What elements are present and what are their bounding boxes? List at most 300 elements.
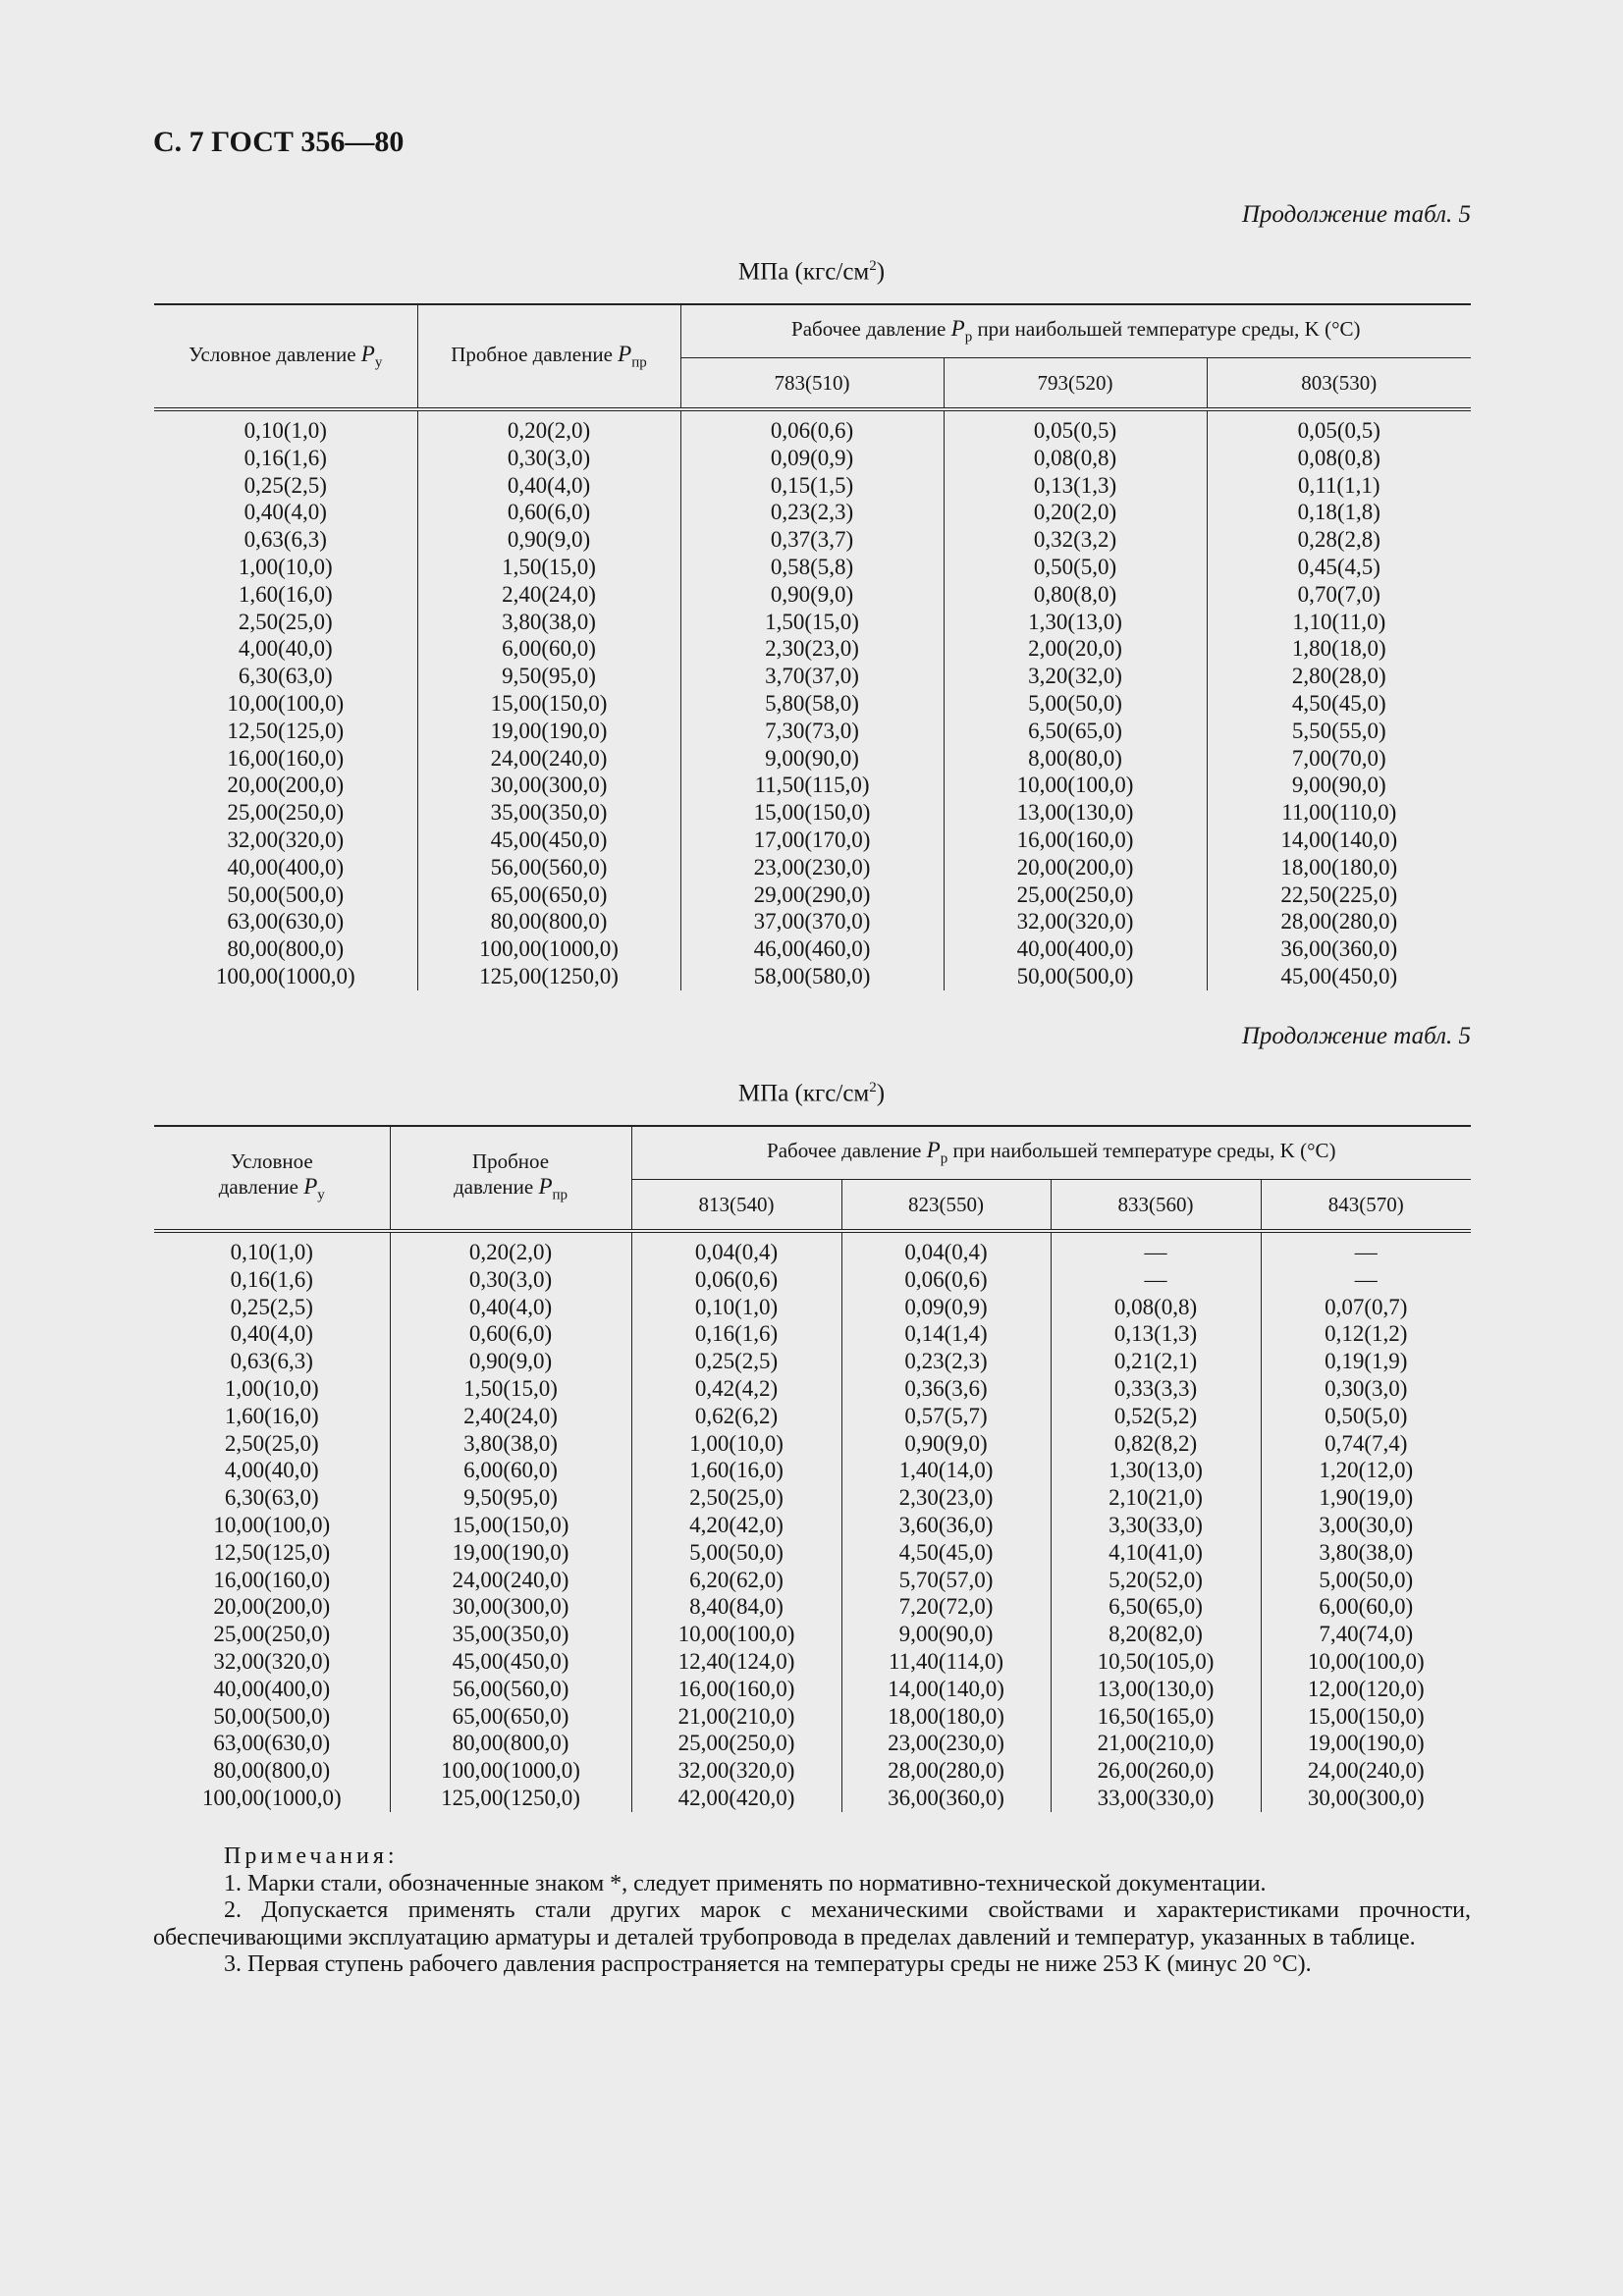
notes-title: Примечания:: [224, 1843, 399, 1869]
table-row: [154, 1621, 1471, 1648]
symbol-sub: у: [317, 1187, 325, 1203]
table-cell: 0,16(1,6): [243, 445, 327, 470]
table-cell: 17,00(170,0): [680, 827, 944, 854]
table-row: [154, 745, 1471, 773]
table-cell: 7,40(74,0): [1261, 1621, 1471, 1648]
table-cell: 0,11(1,1): [1207, 472, 1471, 500]
table-cell: 33,00(330,0): [1051, 1785, 1261, 1812]
table-cell: 6,00(60,0): [390, 1457, 631, 1484]
table-row: [154, 472, 1471, 500]
table-cell: 1,00(10,0): [631, 1430, 841, 1458]
header-working-pressure: [680, 304, 1471, 358]
table-cell: 25,00(250,0): [631, 1730, 841, 1757]
table-cell: 13,00(130,0): [944, 799, 1207, 827]
table-cell: 0,40(4,0): [230, 1321, 313, 1347]
header-working-pressure: [631, 1126, 1471, 1180]
table-cell: 0,74(7,4): [1261, 1430, 1471, 1458]
table-cell: 1,50(15,0): [390, 1375, 631, 1403]
table-row: [154, 1457, 1471, 1484]
table-cell: 100,00(1000,0): [215, 963, 355, 988]
header-label: Условное давление: [189, 342, 356, 366]
table-cell: 6,00(60,0): [1261, 1593, 1471, 1621]
table-cell: 125,00(1250,0): [417, 963, 680, 990]
table-row: [154, 1430, 1471, 1458]
table-cell: 0,21(2,1): [1051, 1348, 1261, 1375]
table-cell: 0,23(2,3): [680, 499, 944, 526]
table-cell: 45,00(450,0): [417, 827, 680, 854]
symbol-sub: р: [964, 329, 973, 346]
symbol-letter: P: [538, 1173, 553, 1199]
table-cell: 56,00(560,0): [390, 1676, 631, 1703]
table-cell: 3,00(30,0): [1261, 1512, 1471, 1539]
table-cell: 0,50(5,0): [944, 554, 1207, 581]
table-cell: 0,58(5,8): [680, 554, 944, 581]
table2-continuation: Продолжение табл. 5: [1241, 1023, 1471, 1049]
table-cell: 16,00(160,0): [944, 827, 1207, 854]
table-row: [154, 718, 1471, 745]
table-cell: 23,00(230,0): [680, 854, 944, 881]
table-cell: 63,00(630,0): [213, 1731, 331, 1756]
pressure-table-1: [154, 303, 1471, 990]
note-item: 3. Первая ступень рабочего давления распространяется на температуры среды не ниже 253 K (минус 20 °C).: [224, 1951, 1312, 1977]
table-cell: 12,40(124,0): [631, 1648, 841, 1676]
table1-units: [0, 258, 1623, 286]
table-row: [154, 935, 1471, 963]
table-cell: 23,00(230,0): [841, 1730, 1051, 1757]
table-cell: 0,25(2,5): [243, 472, 327, 498]
table-cell: 35,00(350,0): [390, 1621, 631, 1648]
table-cell: 10,50(105,0): [1051, 1648, 1261, 1676]
table-cell: —: [1051, 1266, 1261, 1294]
table-cell: 0,42(4,2): [631, 1375, 841, 1403]
table-cell: 18,00(180,0): [841, 1703, 1051, 1731]
table-cell: 2,50(25,0): [238, 609, 333, 634]
table-cell: 11,00(110,0): [1207, 799, 1471, 827]
table-cell: 0,63(6,3): [230, 1349, 313, 1374]
table-cell: 1,30(13,0): [944, 609, 1207, 636]
symbol-sub: пр: [631, 354, 647, 371]
table-cell: 0,20(2,0): [390, 1231, 631, 1266]
table-cell: 12,50(125,0): [213, 1539, 331, 1565]
table-row: [154, 1567, 1471, 1594]
table-cell: 80,00(800,0): [390, 1730, 631, 1757]
table-cell: 0,63(6,3): [243, 527, 327, 553]
table-cell: 2,30(23,0): [841, 1484, 1051, 1512]
header-label: Пробное давление: [451, 342, 613, 366]
table-cell: 80,00(800,0): [213, 1758, 331, 1784]
table-cell: 4,50(45,0): [1207, 690, 1471, 718]
table-cell: 6,30(63,0): [224, 1485, 319, 1511]
table-cell: 10,00(100,0): [213, 1512, 331, 1537]
header-label: Рабочее давление: [767, 1139, 922, 1163]
units-text: МПа (кгс/см: [737, 1080, 870, 1107]
header-temp: 833(560): [1051, 1180, 1261, 1232]
header-label-line2: давление: [218, 1174, 298, 1199]
note-item: 2. Допускается применять стали других марок с механическими свойствами и характеристиками прочности, обеспечивающими эксплуатацию арматуры и деталей трубопровода в пределах давлений и температур, указанных в таблице.: [153, 1897, 1471, 1950]
table-cell: 0,50(5,0): [1261, 1403, 1471, 1430]
table-cell: 0,08(0,8): [944, 445, 1207, 472]
table-cell: 50,00(500,0): [944, 963, 1207, 990]
header-temp: 803(530): [1207, 358, 1471, 410]
table-row: [154, 1539, 1471, 1567]
table-cell: 40,00(400,0): [227, 854, 345, 880]
table-cell: 45,00(450,0): [1207, 963, 1471, 990]
symbol-sub: у: [374, 354, 383, 371]
table-cell: 6,30(63,0): [238, 664, 333, 689]
table-cell: 10,00(100,0): [1261, 1648, 1471, 1676]
table-cell: 0,30(3,0): [1261, 1375, 1471, 1403]
table-cell: 50,00(500,0): [227, 881, 345, 907]
notes: [153, 1843, 1471, 1979]
table-cell: 8,00(80,0): [944, 745, 1207, 773]
table-cell: 6,50(65,0): [1051, 1593, 1261, 1621]
table-cell: 1,00(10,0): [238, 554, 333, 579]
table-cell: 0,10(1,0): [631, 1294, 841, 1321]
header-label-line2: давление: [453, 1174, 534, 1199]
table-cell: 0,04(0,4): [841, 1231, 1051, 1266]
table-row: [154, 690, 1471, 718]
table-cell: 100,00(1000,0): [417, 935, 680, 963]
table-cell: 2,30(23,0): [680, 635, 944, 663]
table-cell: 40,00(400,0): [213, 1676, 331, 1701]
table-row: [154, 1512, 1471, 1539]
table-cell: 0,08(0,8): [1051, 1294, 1261, 1321]
table-cell: 8,20(82,0): [1051, 1621, 1261, 1648]
table-cell: 16,00(160,0): [213, 1567, 331, 1592]
table-cell: —: [1261, 1266, 1471, 1294]
symbol-p: [926, 1138, 948, 1167]
header-temp: 843(570): [1261, 1180, 1471, 1232]
table-cell: 0,33(3,3): [1051, 1375, 1261, 1403]
table-cell: 2,40(24,0): [390, 1403, 631, 1430]
table-cell: 0,30(3,0): [390, 1266, 631, 1294]
table-cell: 20,00(200,0): [944, 854, 1207, 881]
table-cell: 1,60(16,0): [224, 1403, 319, 1428]
symbol-sub: пр: [552, 1187, 568, 1203]
table-cell: 0,20(2,0): [944, 499, 1207, 526]
table-row: [154, 908, 1471, 935]
table-cell: 21,00(210,0): [631, 1703, 841, 1731]
table-cell: —: [1051, 1231, 1261, 1266]
table-cell: 16,00(160,0): [631, 1676, 841, 1703]
table-cell: 0,06(0,6): [680, 409, 944, 445]
table-row: [154, 526, 1471, 554]
table-cell: 4,20(42,0): [631, 1512, 841, 1539]
table-cell: 9,50(95,0): [390, 1484, 631, 1512]
table-cell: 0,70(7,0): [1207, 581, 1471, 609]
table-cell: 36,00(360,0): [841, 1785, 1051, 1812]
table-cell: 32,00(320,0): [944, 908, 1207, 935]
table-cell: 0,60(6,0): [417, 499, 680, 526]
table-row: [154, 1294, 1471, 1321]
table-cell: 5,20(52,0): [1051, 1567, 1261, 1594]
table-row: [154, 1703, 1471, 1731]
table-cell: 11,40(114,0): [841, 1648, 1051, 1676]
table-cell: 0,05(0,5): [944, 409, 1207, 445]
table-cell: 15,00(150,0): [417, 690, 680, 718]
table-cell: 1,50(15,0): [417, 554, 680, 581]
table-cell: 0,80(8,0): [944, 581, 1207, 609]
table-row: [154, 445, 1471, 472]
table-cell: 1,30(13,0): [1051, 1457, 1261, 1484]
table-cell: 0,40(4,0): [390, 1294, 631, 1321]
table-cell: 12,50(125,0): [227, 718, 345, 743]
table-cell: 1,80(18,0): [1207, 635, 1471, 663]
header-label: Рабочее давление: [791, 317, 947, 342]
table-row: [154, 1266, 1471, 1294]
table-cell: 4,50(45,0): [841, 1539, 1051, 1567]
table-cell: 5,00(50,0): [1261, 1567, 1471, 1594]
table-row: [154, 1484, 1471, 1512]
table-cell: 0,62(6,2): [631, 1403, 841, 1430]
table-cell: 0,40(4,0): [417, 472, 680, 500]
table-cell: 13,00(130,0): [1051, 1676, 1261, 1703]
header-suffix: при наибольшей температуре среды, K (°C): [952, 1139, 1336, 1163]
table-cell: 10,00(100,0): [227, 690, 345, 716]
note-item: 1. Марки стали, обозначенные знаком *, следует применять по нормативно-технической документации.: [224, 1870, 1267, 1896]
table-cell: 0,12(1,2): [1261, 1320, 1471, 1348]
table-row: [154, 1375, 1471, 1403]
table-cell: 40,00(400,0): [944, 935, 1207, 963]
table-row: [154, 772, 1471, 799]
table-cell: 100,00(1000,0): [390, 1757, 631, 1785]
table-cell: 9,50(95,0): [417, 663, 680, 690]
table-cell: 65,00(650,0): [390, 1703, 631, 1731]
table-cell: 100,00(1000,0): [201, 1785, 342, 1810]
table-cell: 45,00(450,0): [390, 1648, 631, 1676]
table-cell: 32,00(320,0): [213, 1648, 331, 1674]
table-cell: 4,00(40,0): [224, 1458, 319, 1483]
table-cell: 6,20(62,0): [631, 1567, 841, 1594]
table-cell: 1,10(11,0): [1207, 609, 1471, 636]
table-cell: 0,06(0,6): [631, 1266, 841, 1294]
header-temp: 783(510): [680, 358, 944, 410]
symbol-letter: P: [360, 341, 375, 366]
units-sup: 2: [869, 1080, 877, 1095]
table-cell: 58,00(580,0): [680, 963, 944, 990]
table-cell: 16,50(165,0): [1051, 1703, 1261, 1731]
table-cell: 26,00(260,0): [1051, 1757, 1261, 1785]
table-row: [154, 499, 1471, 526]
table-cell: 1,50(15,0): [680, 609, 944, 636]
table-cell: 0,52(5,2): [1051, 1403, 1261, 1430]
table-cell: 2,00(20,0): [944, 635, 1207, 663]
header-suffix: при наибольшей температуре среды, K (°C): [977, 317, 1361, 342]
table-row: [154, 1648, 1471, 1676]
table2-units: [0, 1080, 1623, 1107]
table2-body: [154, 1231, 1471, 1812]
table-cell: 16,00(160,0): [227, 745, 345, 771]
table-cell: 1,40(14,0): [841, 1457, 1051, 1484]
table-cell: 9,00(90,0): [680, 745, 944, 773]
units-close: ): [876, 1080, 886, 1107]
table-cell: 14,00(140,0): [841, 1676, 1051, 1703]
table-row: [154, 799, 1471, 827]
table-cell: —: [1261, 1231, 1471, 1266]
table-cell: 0,20(2,0): [417, 409, 680, 445]
table-cell: 0,05(0,5): [1207, 409, 1471, 445]
table-cell: 24,00(240,0): [417, 745, 680, 773]
table-cell: 3,30(33,0): [1051, 1512, 1261, 1539]
table-cell: 5,00(50,0): [631, 1539, 841, 1567]
table-row: [154, 854, 1471, 881]
table-cell: 0,90(9,0): [680, 581, 944, 609]
table-cell: 56,00(560,0): [417, 854, 680, 881]
table-cell: 9,00(90,0): [1207, 772, 1471, 799]
table-cell: 0,18(1,8): [1207, 499, 1471, 526]
table-cell: 3,60(36,0): [841, 1512, 1051, 1539]
table-cell: 4,00(40,0): [238, 636, 333, 662]
symbol-sub: р: [940, 1150, 948, 1167]
table-cell: 7,00(70,0): [1207, 745, 1471, 773]
units-sup: 2: [869, 258, 877, 274]
table-cell: 3,20(32,0): [944, 663, 1207, 690]
table-cell: 0,14(1,4): [841, 1320, 1051, 1348]
header-temp: 793(520): [944, 358, 1207, 410]
table-cell: 22,50(225,0): [1207, 881, 1471, 909]
table-cell: 0,90(9,0): [417, 526, 680, 554]
table-cell: 19,00(190,0): [1261, 1730, 1471, 1757]
table-cell: 0,40(4,0): [243, 500, 327, 525]
table-cell: 30,00(300,0): [417, 772, 680, 799]
table-cell: 0,32(3,2): [944, 526, 1207, 554]
table-cell: 28,00(280,0): [841, 1757, 1051, 1785]
table-row: [154, 409, 1471, 445]
symbol-p: [360, 341, 383, 371]
table-cell: 2,80(28,0): [1207, 663, 1471, 690]
table-cell: 42,00(420,0): [631, 1785, 841, 1812]
table-cell: 29,00(290,0): [680, 881, 944, 909]
table-cell: 63,00(630,0): [227, 909, 345, 934]
header-test-pressure: [417, 304, 680, 409]
table-cell: 15,00(150,0): [390, 1512, 631, 1539]
table-cell: 0,13(1,3): [1051, 1320, 1261, 1348]
table-row: [154, 581, 1471, 609]
table-cell: 35,00(350,0): [417, 799, 680, 827]
table-cell: 15,00(150,0): [1261, 1703, 1471, 1731]
table-cell: 30,00(300,0): [390, 1593, 631, 1621]
table-cell: 14,00(140,0): [1207, 827, 1471, 854]
table-row: [154, 663, 1471, 690]
table-cell: 3,70(37,0): [680, 663, 944, 690]
page-header: С. 7 ГОСТ 356—80: [153, 126, 405, 158]
table-cell: 7,30(73,0): [680, 718, 944, 745]
table-cell: 1,00(10,0): [224, 1375, 319, 1401]
table-cell: 11,50(115,0): [680, 772, 944, 799]
table-cell: 0,15(1,5): [680, 472, 944, 500]
table-row: [154, 1730, 1471, 1757]
table-row: [154, 635, 1471, 663]
table-cell: 4,10(41,0): [1051, 1539, 1261, 1567]
table-cell: 0,90(9,0): [390, 1348, 631, 1375]
table-cell: 0,23(2,3): [841, 1348, 1051, 1375]
table-cell: 30,00(300,0): [1261, 1785, 1471, 1812]
symbol-letter: P: [950, 316, 965, 342]
table-row: [154, 554, 1471, 581]
symbol-p: [303, 1173, 325, 1203]
table-cell: 5,00(50,0): [944, 690, 1207, 718]
table-row: [154, 609, 1471, 636]
table-cell: 8,40(84,0): [631, 1593, 841, 1621]
table-cell: 5,50(55,0): [1207, 718, 1471, 745]
symbol-p: [538, 1173, 568, 1203]
table-row: [154, 1320, 1471, 1348]
table-cell: 1,90(19,0): [1261, 1484, 1471, 1512]
table-cell: 9,00(90,0): [841, 1621, 1051, 1648]
table-cell: 0,10(1,0): [230, 1240, 313, 1264]
symbol-p: [618, 341, 647, 371]
header-conditional-pressure: [154, 304, 417, 409]
table-cell: 28,00(280,0): [1207, 908, 1471, 935]
table-cell: 6,50(65,0): [944, 718, 1207, 745]
table-cell: 0,04(0,4): [631, 1231, 841, 1266]
header-temp: 823(550): [841, 1180, 1051, 1232]
header-temp: 813(540): [631, 1180, 841, 1232]
table-row: [154, 1348, 1471, 1375]
table-cell: 6,00(60,0): [417, 635, 680, 663]
table-cell: 2,10(21,0): [1051, 1484, 1261, 1512]
table-cell: 0,60(6,0): [390, 1320, 631, 1348]
table-row: [154, 963, 1471, 990]
table-cell: 125,00(1250,0): [390, 1785, 631, 1812]
table1-continuation: Продолжение табл. 5: [1241, 201, 1471, 228]
table-cell: 0,10(1,0): [243, 418, 327, 443]
table-cell: 0,82(8,2): [1051, 1430, 1261, 1458]
table-cell: 46,00(460,0): [680, 935, 944, 963]
table-cell: 0,09(0,9): [680, 445, 944, 472]
table-cell: 7,20(72,0): [841, 1593, 1051, 1621]
table-cell: 0,36(3,6): [841, 1375, 1051, 1403]
table-cell: 1,20(12,0): [1261, 1457, 1471, 1484]
table-row: [154, 1231, 1471, 1266]
table-cell: 0,57(5,7): [841, 1403, 1051, 1430]
table-cell: 65,00(650,0): [417, 881, 680, 909]
table-cell: 0,25(2,5): [631, 1348, 841, 1375]
table-cell: 19,00(190,0): [390, 1539, 631, 1567]
table-cell: 1,60(16,0): [631, 1457, 841, 1484]
table-cell: 0,37(3,7): [680, 526, 944, 554]
table-cell: 10,00(100,0): [631, 1621, 841, 1648]
table-cell: 1,60(16,0): [238, 581, 333, 607]
table-cell: 0,90(9,0): [841, 1430, 1051, 1458]
table-row: [154, 1785, 1471, 1812]
units-close: ): [876, 258, 886, 286]
table-cell: 3,80(38,0): [417, 609, 680, 636]
table-row: [154, 1676, 1471, 1703]
table-cell: 37,00(370,0): [680, 908, 944, 935]
table-cell: 36,00(360,0): [1207, 935, 1471, 963]
table-cell: 25,00(250,0): [944, 881, 1207, 909]
header-test-pressure: [390, 1126, 631, 1231]
table-cell: 0,06(0,6): [841, 1266, 1051, 1294]
table-cell: 25,00(250,0): [227, 800, 345, 826]
table-cell: 12,00(120,0): [1261, 1676, 1471, 1703]
table-cell: 18,00(180,0): [1207, 854, 1471, 881]
table-cell: 50,00(500,0): [213, 1703, 331, 1729]
header-conditional-pressure: [154, 1126, 390, 1231]
symbol-p: [950, 316, 973, 346]
table-row: [154, 827, 1471, 854]
symbol-letter: P: [303, 1173, 318, 1199]
table-cell: 0,16(1,6): [631, 1320, 841, 1348]
symbol-letter: P: [618, 341, 632, 366]
table-cell: 10,00(100,0): [944, 772, 1207, 799]
table-cell: 32,00(320,0): [631, 1757, 841, 1785]
table-row: [154, 1757, 1471, 1785]
table-cell: 0,28(2,8): [1207, 526, 1471, 554]
table-cell: 24,00(240,0): [390, 1567, 631, 1594]
table-cell: 2,50(25,0): [631, 1484, 841, 1512]
